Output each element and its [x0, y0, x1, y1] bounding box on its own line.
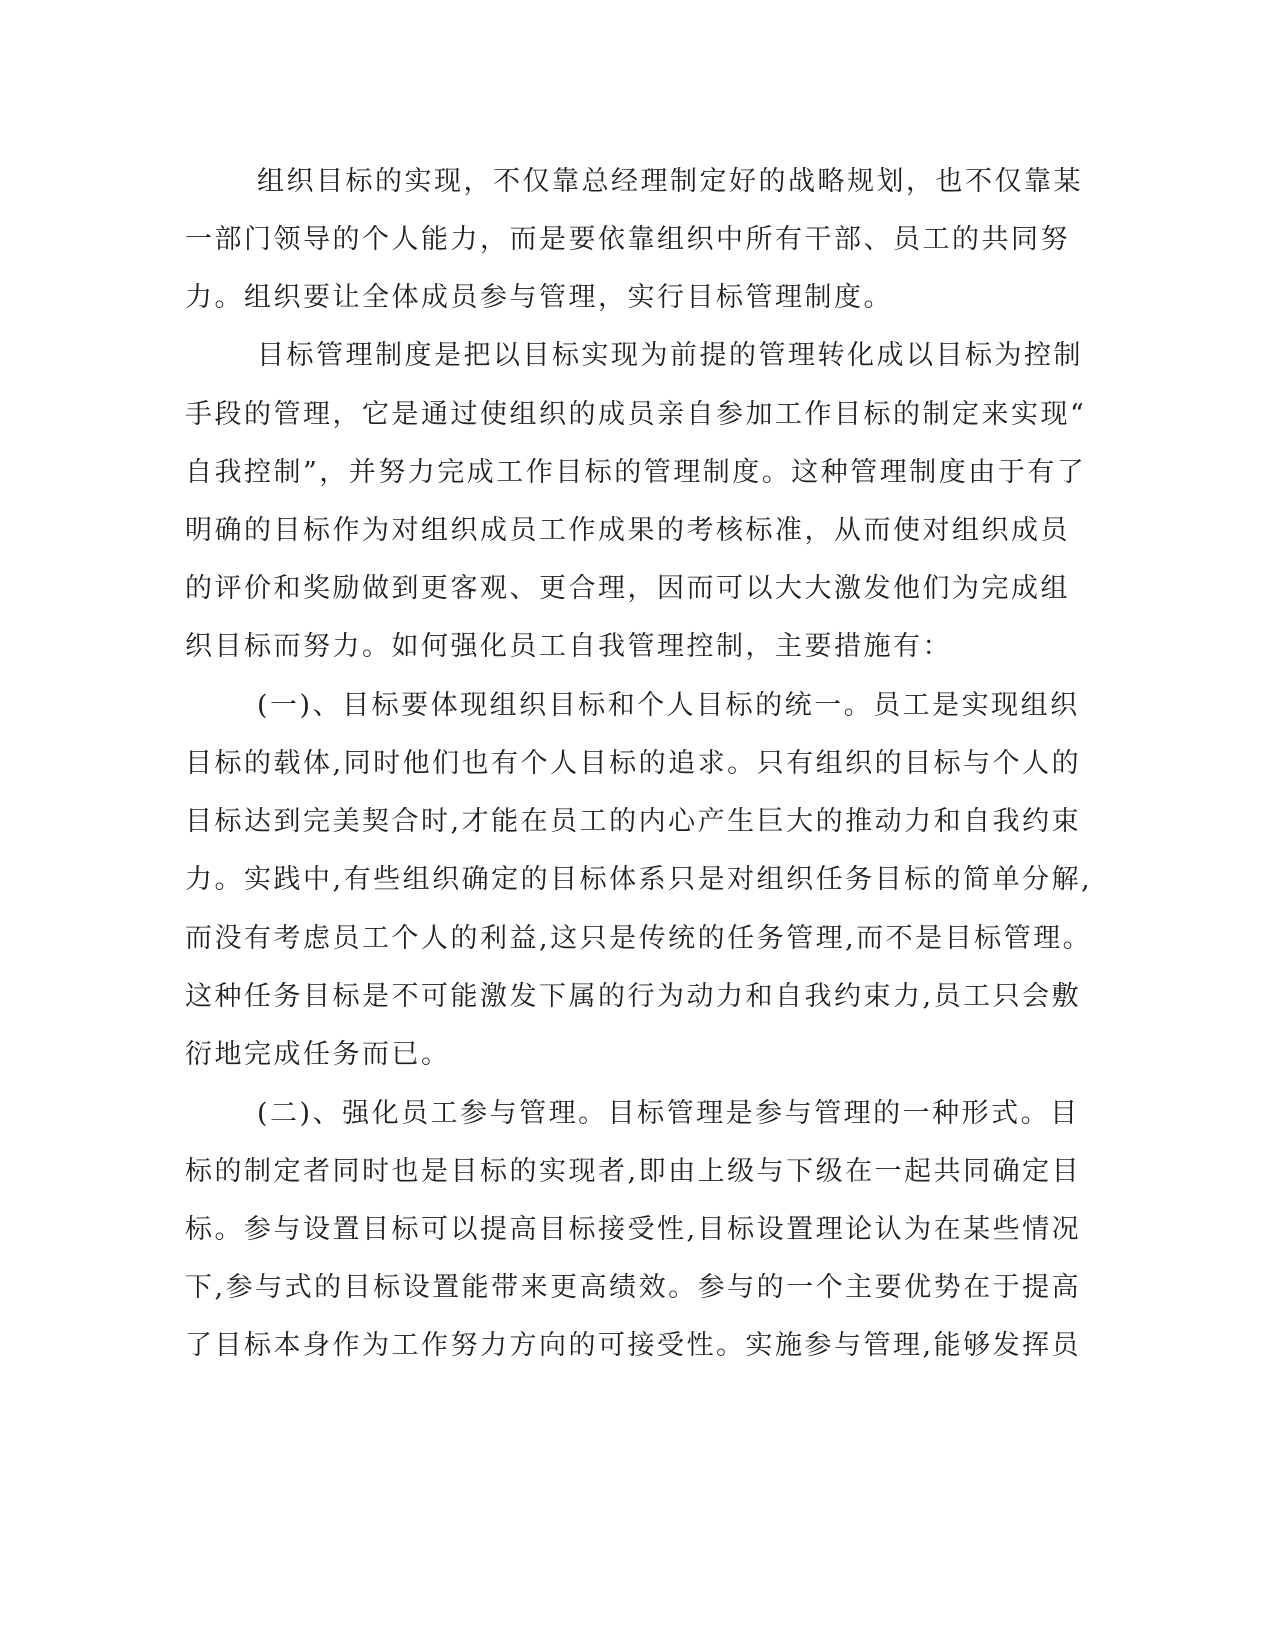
paragraph-1-line-1: 组织目标的实现，不仅靠总经理制定好的战略规划，也不仅靠某 [257, 166, 1083, 197]
paragraph-4-line-4: 下,参与式的目标设置能带来更高绩效。参与的一个主要优势在于提高 [185, 1272, 1082, 1303]
paragraph-1-line-3: 力。组织要让全体成员参与管理，实行目标管理制度。 [185, 282, 893, 313]
paragraph-3-line-1: (一)、目标要体现组织目标和个人目标的统一。员工是实现组织 [257, 690, 1080, 721]
paragraph-2-line-3: 自我控制”，并努力完成工作目标的管理制度。这种管理制度由于有了 [185, 457, 1087, 488]
paragraph-3-line-3: 目标达到完美契合时,才能在员工的内心产生巨大的推动力和自我约束 [185, 806, 1082, 837]
paragraph-4-line-5: 了目标本身作为工作努力方向的可接受性。实施参与管理,能够发挥员 [185, 1330, 1082, 1361]
paragraph-1-line-2: 一部门领导的个人能力，而是要依靠组织中所有干部、员工的共同努 [185, 224, 1070, 255]
paragraph-4-line-2: 标的制定者同时也是目标的实现者,即由上级与下级在一起共同确定目 [185, 1156, 1082, 1187]
paragraph-3-line-5: 而没有考虑员工个人的利益,这只是传统的任务管理,而不是目标管理。 [185, 923, 1093, 954]
paragraph-2-line-1: 目标管理制度是把以目标实现为前提的管理转化成以目标为控制 [257, 340, 1083, 371]
paragraph-3-line-4: 力。实践中,有些组织确定的目标体系只是对组织任务目标的简单分解, [185, 864, 1093, 895]
paragraph-2-line-6: 织目标而努力。如何强化员工自我管理控制，主要措施有： [185, 631, 952, 662]
paragraph-4-line-3: 标。参与设置目标可以提高目标接受性,目标设置理论认为在某些情况 [185, 1214, 1082, 1245]
paragraph-3-line-6: 这种任务目标是不可能激发下属的行为动力和自我约束力,员工只会敷 [185, 981, 1082, 1012]
paragraph-2-line-4: 明确的目标作为对组织成员工作成果的考核标准，从而使对组织成员 [185, 515, 1070, 546]
paragraph-3-line-7: 衍地完成任务而已。 [185, 1039, 451, 1070]
paragraph-2-line-5: 的评价和奖励做到更客观、更合理，因而可以大大激发他们为完成组 [185, 573, 1070, 604]
paragraph-2-line-2: 手段的管理，它是通过使组织的成员亲自参加工作目标的制定来实现“ [185, 399, 1087, 430]
paragraph-4-line-1: (二)、强化员工参与管理。目标管理是参与管理的一种形式。目 [257, 1098, 1080, 1129]
paragraph-3-line-2: 目标的载体,同时他们也有个人目标的追求。只有组织的目标与个人的 [185, 748, 1082, 779]
